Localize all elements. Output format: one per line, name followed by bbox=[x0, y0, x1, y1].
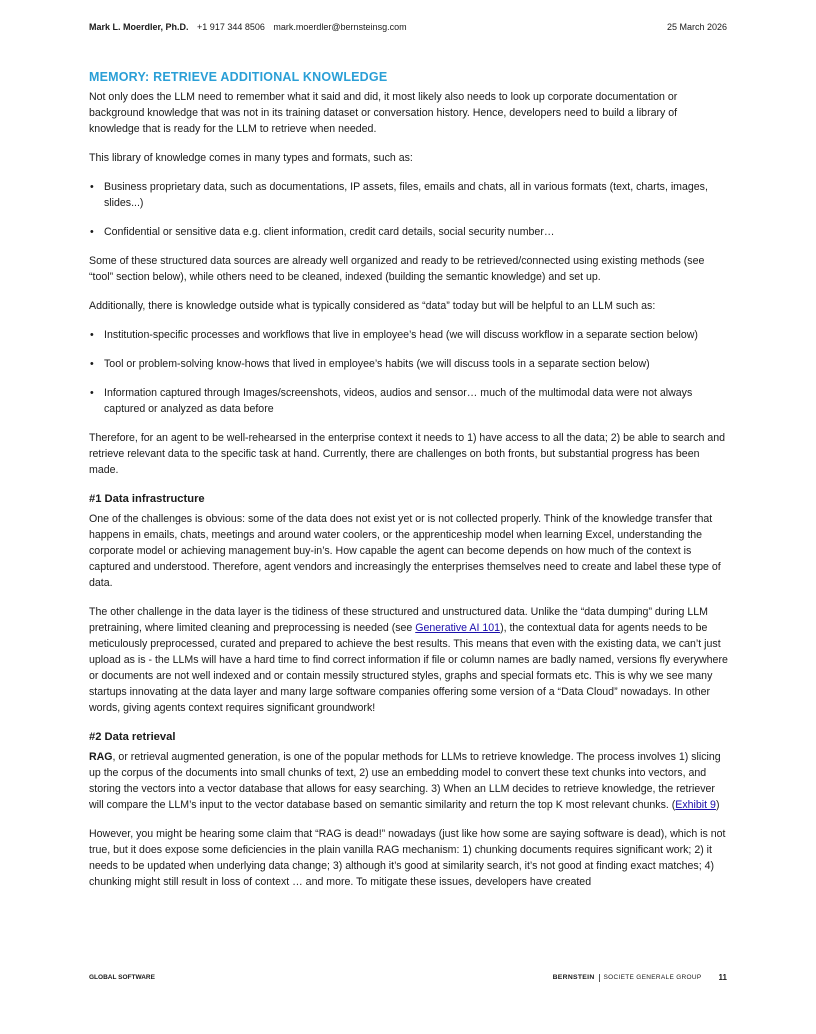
section-title: MEMORY: RETRIEVE ADDITIONAL KNOWLEDGE bbox=[89, 70, 388, 84]
bullet-icon: • bbox=[90, 329, 94, 341]
bullet-icon: • bbox=[90, 387, 94, 399]
group-name: SOCIETE GENERALE GROUP bbox=[603, 974, 702, 981]
rag-term: RAG bbox=[89, 751, 113, 763]
bullet-icon: • bbox=[90, 226, 94, 238]
knowledge-types-list bbox=[89, 179, 729, 240]
list-item bbox=[89, 224, 729, 240]
list-item-text: Tool or problem-solving know-hows that lived in employee’s habits (we will discuss tools in a separate section below) bbox=[104, 358, 650, 370]
exhibit-9-link[interactable]: Exhibit 9 bbox=[675, 799, 716, 811]
paragraph-library: This library of knowledge comes in many types and formats, such as: bbox=[89, 152, 413, 164]
author-phone: +1 917 344 8506 bbox=[197, 22, 265, 32]
footer-section-label: GLOBAL SOFTWARE bbox=[89, 974, 155, 981]
paragraph-text: The other challenge in the data layer is the tidiness of these structured and unstructured data. Unlike the “data dumping” during LLM pretraining, where limited cleaning and preprocessing is needed (see bbox=[89, 606, 708, 634]
list-item bbox=[89, 327, 729, 343]
subheading-data-infrastructure: #1 Data infrastructure bbox=[89, 493, 205, 505]
logo-divider bbox=[599, 974, 600, 982]
author-email[interactable]: mark.moerdler@bernsteinsg.com bbox=[273, 22, 407, 32]
bernstein-logo: BERNSTEIN bbox=[552, 974, 595, 981]
page-content bbox=[89, 70, 729, 903]
paragraph-rag bbox=[89, 749, 729, 813]
paragraph-challenges: One of the challenges is obvious: some of the data does not exist yet or is not collected properly. Think of the knowledge transfer that happens in emails, chats, meetings and around water coolers, or the apprenticeship model when learning Excel, understanding the corporate model or achieving management buy-in’s. How capable the agent can become depends on how much of the context is captured and understood. Therefore, agent vendors and increasingly the enterprises themselves need to create and label these type of data. bbox=[89, 513, 721, 589]
paragraph-tidiness bbox=[89, 604, 729, 716]
paragraph-text: ) bbox=[715, 799, 720, 811]
paragraph-rag-dead: However, you might be hearing some claim that “RAG is dead!” nowadays (just like how some are saying software is dead), which is not true, but it does expose some deficiencies in the plain vanilla RAG mechanism: 1) chunking documents requires significant work; 2) it needs to be updated when underlying data change; 3) although it’s good at similarity search, it’s not good at finding exact matches; 4) chunking might still result in loss of context … and more. To mitigate these issues, developers have created bbox=[89, 828, 726, 888]
list-item bbox=[89, 179, 729, 211]
list-item-text: Information captured through Images/screenshots, videos, audios and sensor… much of the multimodal data were not always captured or analyzed as data before bbox=[104, 387, 693, 415]
paragraph-text: ), the contextual data for agents needs to be meticulously preprocessed, curated and prepared to achieve the best results. This means that even with the existing data, we can’t just upload as is - the LLMs will have a hard time to find correct information if file or column names are badly named, versions fly everywhere or documents are not well indexed and or contain messily structured styles, graphs and special formats etc. This is why we see many startups innovating at the data layer and many large software companies offering some version of a “Data Cloud” nowadays. In other words, giving agents context requires significant groundwork! bbox=[89, 622, 728, 714]
author-contact bbox=[89, 22, 407, 32]
list-item bbox=[89, 356, 729, 372]
generative-ai-101-link[interactable]: Generative AI 101 bbox=[415, 622, 501, 634]
paragraph-additional: Additionally, there is knowledge outside what is typically considered as “data” today but will be helpful to an LLM such as: bbox=[89, 300, 656, 312]
list-item-text: Confidential or sensitive data e.g. client information, credit card details, social security number… bbox=[104, 226, 555, 238]
knowledge-outside-list bbox=[89, 327, 729, 417]
report-date: 25 March 2026 bbox=[666, 22, 727, 32]
author-name: Mark L. Moerdler, Ph.D. bbox=[89, 22, 189, 32]
footer-brand-block bbox=[553, 973, 727, 982]
list-item-text: Institution-specific processes and workflows that live in employee’s head (we will discuss workflow in a separate section below) bbox=[104, 329, 698, 341]
paragraph-text: , or retrieval augmented generation, is one of the popular methods for LLMs to retrieve knowledge. The process involves 1) slicing up the corpus of the documents into small chunks of text, 2) use an embedding model to convert these text chunks into vectors, and storing the vectors into a vector database that allows for easy searching. 3) When an LLM decides to retrieve knowledge, the retriever will compare the LLM’s input to the vector database based on semantic similarity and return the top K most relevant chunks. ( bbox=[89, 751, 721, 811]
subheading-data-retrieval: #2 Data retrieval bbox=[89, 731, 176, 743]
list-item-text: Business proprietary data, such as documentations, IP assets, files, emails and chats, all in various formats (text, charts, images, slides...) bbox=[104, 181, 708, 209]
list-item bbox=[89, 385, 729, 417]
page-footer bbox=[89, 973, 727, 982]
page-number: 11 bbox=[718, 973, 727, 982]
bullet-icon: • bbox=[90, 358, 94, 370]
page-header bbox=[89, 22, 727, 32]
paragraph-therefore: Therefore, for an agent to be well-rehearsed in the enterprise context it needs to 1) have access to all the data; 2) be able to search and retrieve relevant data to the specific task at hand. Currently, there are challenges on both fronts, but substantial progress has been made. bbox=[89, 432, 726, 476]
bullet-icon: • bbox=[90, 181, 94, 193]
paragraph-structured-data: Some of these structured data sources are already well organized and ready to be retrieved/connected using existing methods (see “tool” section below), while others need to be cleaned, indexed (building the semantic knowledge) and set up. bbox=[89, 255, 705, 283]
paragraph-intro: Not only does the LLM need to remember what it said and did, it most likely also needs to look up corporate documentation or background knowledge that was not in its training dataset or conversation history. Hence, developers need to build a library of knowledge that is ready for the LLM to retrieve when needed. bbox=[89, 91, 678, 135]
